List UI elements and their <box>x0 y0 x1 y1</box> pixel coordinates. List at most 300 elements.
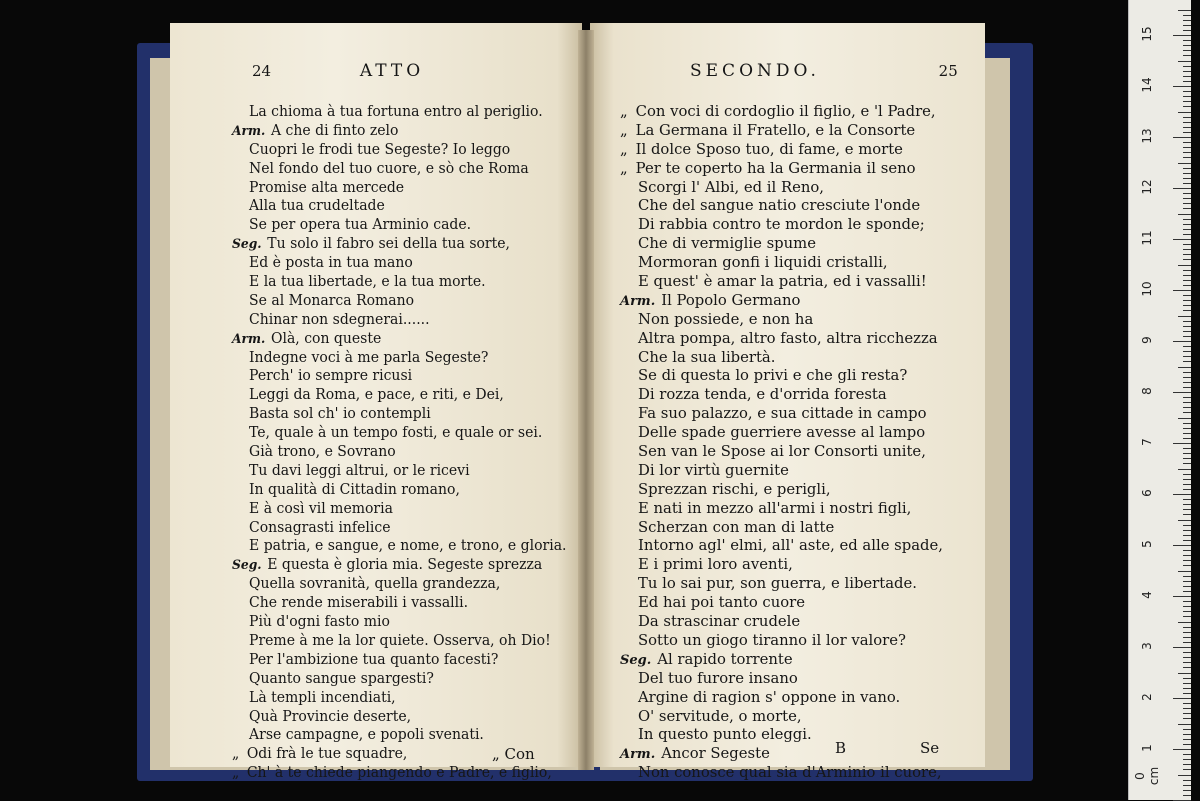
line-text: Se per opera tua Arminio cade. <box>249 216 472 234</box>
ruler-tick <box>1183 295 1191 296</box>
quote-mark: „ <box>232 745 240 763</box>
ruler-tick <box>1183 759 1191 760</box>
ruler-tick <box>1183 652 1191 653</box>
text-line <box>620 405 943 424</box>
quote-mark: „ <box>620 103 628 120</box>
line-text: E questa è gloria mia. Segeste sprezza <box>267 556 543 574</box>
ruler-label: 14 <box>1140 77 1154 93</box>
line-text: Più d'ogni fasto mio <box>249 613 390 631</box>
ruler-tick <box>1183 423 1191 424</box>
text-line <box>232 613 566 632</box>
ruler-tick <box>1178 673 1191 674</box>
ruler-tick <box>1183 157 1191 158</box>
running-head-right: SECONDO. <box>690 61 820 81</box>
ruler-label: 8 <box>1140 387 1154 395</box>
ruler-tick <box>1183 514 1191 515</box>
text-line <box>232 481 566 500</box>
line-text: Quanto sangue spargesti? <box>249 669 434 687</box>
ruler-tick <box>1173 137 1191 138</box>
ruler-tick <box>1178 418 1191 419</box>
line-text: Che rende miserabili i vassalli. <box>249 594 469 612</box>
text-line <box>620 500 943 519</box>
line-text: Già trono, e Sovrano <box>249 443 396 461</box>
ruler-tick <box>1173 86 1191 87</box>
ruler-tick <box>1183 407 1191 408</box>
text-line <box>232 122 566 141</box>
text-line <box>620 141 943 160</box>
ruler-tick <box>1183 489 1191 490</box>
ruler-tick <box>1183 152 1191 153</box>
ruler-label: 5 <box>1140 540 1154 548</box>
ruler-tick <box>1178 10 1191 11</box>
ruler-tick <box>1178 265 1191 266</box>
ruler-tick <box>1183 729 1191 730</box>
line-text: Basta sol ch' io contempli <box>249 405 431 423</box>
text-line <box>620 651 943 670</box>
line-text: Leggi da Roma, e pace, e riti, e Dei, <box>249 386 504 404</box>
line-text: Che di vermiglie spume <box>638 235 816 253</box>
ruler-tick <box>1183 382 1191 383</box>
text-line <box>620 311 943 330</box>
ruler-tick <box>1183 550 1191 551</box>
ruler-tick <box>1183 127 1191 128</box>
left-running-head-row <box>252 61 424 81</box>
line-text: Da strascinar crudele <box>638 613 801 631</box>
ruler-tick <box>1183 321 1191 322</box>
ruler-tick <box>1178 571 1191 572</box>
ruler-tick <box>1183 275 1191 276</box>
ruler-tick <box>1173 545 1191 546</box>
line-text: Argine di ragion s' oppone in vano. <box>638 688 901 706</box>
line-text: Cuopri le frodi tue Segeste? Io leggo <box>249 140 511 158</box>
ruler-tick <box>1183 117 1191 118</box>
text-line <box>620 330 943 349</box>
right-page <box>590 23 985 782</box>
line-text: E i primi loro aventi, <box>638 556 793 574</box>
ruler-tick <box>1173 239 1191 240</box>
text-line <box>620 367 943 386</box>
line-text: Mormoran gonfi i liquidi cristalli, <box>638 254 888 272</box>
line-text: E nati in mezzo all'armi i nostri figli, <box>638 499 912 517</box>
ruler-tick <box>1178 112 1191 113</box>
ruler-tick <box>1183 565 1191 566</box>
ruler-tick <box>1183 718 1191 719</box>
text-line <box>232 443 566 462</box>
line-text: Perch' io sempre ricusi <box>249 367 413 385</box>
ruler-label: 7 <box>1140 438 1154 446</box>
ruler-tick <box>1183 535 1191 536</box>
text-line <box>620 519 943 538</box>
text-line <box>232 556 566 575</box>
ruler-tick <box>1183 326 1191 327</box>
ruler-tick <box>1183 560 1191 561</box>
ruler-tick <box>1183 530 1191 531</box>
line-text: La chioma à tua fortuna entro al periglio. <box>249 103 543 120</box>
line-text: E à così vil memoria <box>249 499 393 517</box>
ruler-tick <box>1183 693 1191 694</box>
ruler-label: 4 <box>1140 591 1154 599</box>
book-gutter <box>578 30 594 770</box>
ruler-tick <box>1183 754 1191 755</box>
ruler-label: 6 <box>1140 489 1154 497</box>
ruler-tick <box>1183 178 1191 179</box>
text-line <box>232 216 566 235</box>
text-line <box>620 708 943 727</box>
text-line <box>232 179 566 198</box>
ruler-tick <box>1183 463 1191 464</box>
ruler-label: 1 <box>1140 744 1154 752</box>
line-text: Sen van le Spose ai lor Consorti unite, <box>638 443 926 461</box>
ruler-tick <box>1183 147 1191 148</box>
ruler-tick <box>1183 234 1191 235</box>
ruler-tick <box>1183 183 1191 184</box>
text-line <box>620 386 943 405</box>
ruler-tick <box>1173 290 1191 291</box>
line-text: Consagrasti infelice <box>249 518 391 536</box>
ruler-tick <box>1183 769 1191 770</box>
ruler-label: 11 <box>1140 230 1154 246</box>
ruler-tick <box>1183 785 1191 786</box>
text-line <box>232 235 566 254</box>
ruler-label: 2 <box>1140 693 1154 701</box>
ruler-tick <box>1183 484 1191 485</box>
ruler-tick <box>1183 122 1191 123</box>
text-line <box>620 575 943 594</box>
ruler-tick <box>1183 372 1191 373</box>
ruler-tick <box>1183 632 1191 633</box>
line-text: Nel fondo del tuo cuore, e sò che Roma <box>249 159 529 177</box>
ruler-tick <box>1183 606 1191 607</box>
measuring-ruler <box>1128 0 1191 800</box>
ruler-tick <box>1183 402 1191 403</box>
text-line <box>620 292 943 311</box>
ruler-tick <box>1183 254 1191 255</box>
catchword-left: „ Con <box>492 745 535 763</box>
ruler-tick <box>1183 581 1191 582</box>
text-line <box>232 537 566 556</box>
ruler-tick <box>1183 106 1191 107</box>
page-number-left: 24 <box>252 62 272 80</box>
text-line <box>620 745 943 764</box>
line-text: Sprezzan rischi, e perigli, <box>638 480 831 498</box>
text-line <box>232 764 566 783</box>
quote-mark: „ <box>620 121 628 139</box>
ruler-tick <box>1183 433 1191 434</box>
text-line <box>232 651 566 670</box>
page-number-right: 25 <box>938 62 958 80</box>
speaker-label: Arm. <box>620 293 656 309</box>
ruler-tick <box>1183 55 1191 56</box>
ruler-tick <box>1183 479 1191 480</box>
ruler-tick <box>1173 647 1191 648</box>
line-text: Fa suo palazzo, e sua cittade in campo <box>638 405 927 423</box>
line-text: Quella sovranità, quella grandezza, <box>249 575 501 593</box>
ruler-tick <box>1178 316 1191 317</box>
line-text: Per l'ambizione tua quanto facesti? <box>249 650 499 668</box>
ruler-tick <box>1178 61 1191 62</box>
ruler-tick <box>1183 387 1191 388</box>
ruler-tick <box>1183 280 1191 281</box>
ruler-tick <box>1183 229 1191 230</box>
ruler-tick <box>1183 15 1191 16</box>
ruler-tick <box>1183 76 1191 77</box>
line-text: Il Popolo Germano <box>661 291 801 309</box>
ruler-tick <box>1183 601 1191 602</box>
line-text: Tu lo sai pur, son guerra, e libertade. <box>638 575 917 593</box>
ruler-tick <box>1183 795 1191 796</box>
ruler-tick <box>1183 657 1191 658</box>
line-text: Ed è posta in tua mano <box>249 254 413 272</box>
text-line <box>620 424 943 443</box>
ruler-tick <box>1183 474 1191 475</box>
ruler-tick <box>1183 591 1191 592</box>
ruler-tick <box>1178 520 1191 521</box>
text-line <box>620 764 943 783</box>
ruler-unit-label: 0 cm <box>1133 766 1161 786</box>
ruler-tick <box>1183 616 1191 617</box>
ruler-tick <box>1183 713 1191 714</box>
line-text: Ancor Segeste <box>661 745 770 763</box>
ruler-tick <box>1183 331 1191 332</box>
ruler-tick <box>1183 683 1191 684</box>
line-text: Non conosce qual sia d'Arminio il cuore, <box>638 764 942 782</box>
ruler-tick <box>1183 20 1191 21</box>
line-text: Promise alta mercede <box>249 178 405 196</box>
text-line <box>620 443 943 462</box>
ruler-tick <box>1183 361 1191 362</box>
ruler-tick <box>1183 336 1191 337</box>
ruler-tick <box>1183 351 1191 352</box>
ruler-tick <box>1183 412 1191 413</box>
text-line <box>620 216 943 235</box>
text-line <box>232 670 566 689</box>
speaker-label: Seg. <box>620 652 652 668</box>
line-text: In questo punto eleggi. <box>638 726 812 744</box>
text-line <box>232 141 566 160</box>
ruler-tick <box>1183 132 1191 133</box>
ruler-tick <box>1183 50 1191 51</box>
line-text: Indegne voci à me parla Segeste? <box>249 348 489 366</box>
line-text: Non possiede, e non ha <box>638 310 814 328</box>
text-line <box>232 726 566 745</box>
text-line <box>232 197 566 216</box>
speaker-label: Arm. <box>232 123 266 139</box>
ruler-tick <box>1183 244 1191 245</box>
speaker-label: Seg. <box>232 237 262 253</box>
text-line <box>232 575 566 594</box>
ruler-tick <box>1183 637 1191 638</box>
ruler-tick <box>1183 576 1191 577</box>
text-line <box>232 273 566 292</box>
ruler-label: 13 <box>1140 128 1154 144</box>
ruler-label: 9 <box>1140 336 1154 344</box>
line-text: Te, quale à un tempo fosti, e quale or sei. <box>249 424 543 442</box>
line-text: Che la sua libertà. <box>638 348 776 366</box>
left-page <box>170 23 582 782</box>
ruler-tick <box>1178 469 1191 470</box>
ruler-tick <box>1183 40 1191 41</box>
text-line <box>232 254 566 273</box>
line-text: Scherzan con man di latte <box>638 518 835 536</box>
text-line <box>620 632 943 651</box>
line-text: Che del sangue natio cresciute l'onde <box>638 197 921 215</box>
ruler-tick <box>1183 173 1191 174</box>
text-line <box>232 424 566 443</box>
text-line <box>232 103 566 122</box>
text-line <box>620 273 943 292</box>
line-text: E patria, e sangue, e nome, e trono, e gloria. <box>249 537 567 555</box>
text-line <box>620 103 943 122</box>
right-running-head-row <box>690 61 958 81</box>
ruler-tick <box>1183 627 1191 628</box>
line-text: Il dolce Sposo tuo, di fame, e morte <box>635 140 903 158</box>
text-line <box>232 405 566 424</box>
text-line <box>620 556 943 575</box>
text-line <box>620 670 943 689</box>
ruler-tick <box>1178 775 1191 776</box>
line-text: Tu solo il fabro sei della tua sorte, <box>267 235 510 253</box>
text-line <box>620 613 943 632</box>
text-line <box>232 292 566 311</box>
ruler-tick <box>1183 91 1191 92</box>
line-text: Chinar non sdegnerai...... <box>249 310 430 328</box>
ruler-tick <box>1183 168 1191 169</box>
line-text: O' servitude, o morte, <box>638 707 802 725</box>
ruler-tick <box>1183 438 1191 439</box>
ruler-tick <box>1183 71 1191 72</box>
ruler-tick <box>1173 35 1191 36</box>
text-line <box>232 519 566 538</box>
text-line <box>232 708 566 727</box>
ruler-tick <box>1183 764 1191 765</box>
line-text: Di rabbia contro te mordon le sponde; <box>638 216 925 234</box>
line-text: Al rapido torrente <box>657 650 793 668</box>
ruler-tick <box>1183 525 1191 526</box>
ruler-tick <box>1183 642 1191 643</box>
ruler-tick <box>1178 163 1191 164</box>
line-text: Di lor virtù guernite <box>638 461 789 479</box>
ruler-label: 12 <box>1140 179 1154 195</box>
ruler-tick <box>1173 698 1191 699</box>
ruler-tick <box>1183 346 1191 347</box>
text-line <box>232 330 566 349</box>
ruler-tick <box>1183 81 1191 82</box>
text-line <box>620 349 943 368</box>
text-line <box>620 537 943 556</box>
ruler-tick <box>1183 790 1191 791</box>
ruler-tick <box>1173 188 1191 189</box>
ruler-label: 3 <box>1140 642 1154 650</box>
speaker-label: Arm. <box>620 747 656 763</box>
line-text: La Germana il Fratello, e la Consorte <box>635 121 916 139</box>
ruler-tick <box>1173 392 1191 393</box>
ruler-tick <box>1183 270 1191 271</box>
line-text: Per te coperto ha la Germania il seno <box>635 159 916 177</box>
ruler-tick <box>1183 66 1191 67</box>
ruler-tick <box>1183 45 1191 46</box>
ruler-tick <box>1183 249 1191 250</box>
line-text: Altra pompa, altro fasto, altra ricchezza <box>638 329 938 347</box>
text-line <box>620 235 943 254</box>
line-text: Ed hai poi tanto cuore <box>638 594 805 612</box>
text-line <box>620 481 943 500</box>
ruler-tick <box>1183 734 1191 735</box>
quote-mark: „ <box>620 140 628 158</box>
quote-mark: „ <box>620 159 628 177</box>
ruler-tick <box>1183 667 1191 668</box>
ruler-tick <box>1183 377 1191 378</box>
text-line <box>620 594 943 613</box>
ruler-tick <box>1173 443 1191 444</box>
line-text: Del tuo furore insano <box>638 669 798 687</box>
line-text: Ch' à te chiede piangendo e Padre, e figlio, <box>246 764 552 782</box>
text-line <box>620 689 943 708</box>
quote-mark: „ <box>232 764 240 782</box>
ruler-tick <box>1178 622 1191 623</box>
line-text: E quest' è amar la patria, ed i vassalli! <box>638 273 927 291</box>
ruler-tick <box>1183 142 1191 143</box>
line-text: Olà, con queste <box>270 329 382 347</box>
ruler-tick <box>1183 744 1191 745</box>
ruler-tick <box>1183 101 1191 102</box>
ruler-tick <box>1183 499 1191 500</box>
line-text: Di rozza tenda, e d'orrida foresta <box>638 386 887 404</box>
ruler-tick <box>1183 25 1191 26</box>
text-line <box>232 386 566 405</box>
speaker-label: Seg. <box>232 558 262 574</box>
right-text-block <box>620 103 943 783</box>
ruler-tick <box>1183 428 1191 429</box>
ruler-tick <box>1183 739 1191 740</box>
line-text: Se di questa lo privi e che gli resta? <box>638 367 908 385</box>
running-head-left: ATTO <box>359 61 425 81</box>
ruler-tick <box>1183 458 1191 459</box>
speaker-label: Arm. <box>232 331 266 347</box>
ruler-tick <box>1183 540 1191 541</box>
ruler-tick <box>1183 708 1191 709</box>
ruler-tick <box>1183 193 1191 194</box>
line-text: Preme à me la lor quiete. Osserva, oh Dio! <box>249 631 551 649</box>
ruler-tick <box>1183 219 1191 220</box>
line-text: Odi frà le tue squadre, <box>246 745 408 763</box>
line-text: E la tua libertade, e la tua morte. <box>249 273 486 291</box>
text-line <box>620 726 943 745</box>
text-line <box>232 632 566 651</box>
ruler-tick <box>1173 749 1191 750</box>
text-line <box>620 179 943 198</box>
ruler-tick <box>1183 688 1191 689</box>
ruler-tick <box>1178 214 1191 215</box>
ruler-tick <box>1183 285 1191 286</box>
text-line <box>620 462 943 481</box>
ruler-tick <box>1183 703 1191 704</box>
ruler-label: 15 <box>1140 26 1154 42</box>
ruler-tick <box>1173 596 1191 597</box>
ruler-tick <box>1183 300 1191 301</box>
text-line <box>620 160 943 179</box>
ruler-tick <box>1183 397 1191 398</box>
text-line <box>232 462 566 481</box>
line-text: Alla tua crudeltade <box>249 197 385 215</box>
ruler-tick <box>1183 198 1191 199</box>
text-line <box>620 197 943 216</box>
catchword-right: Se <box>920 739 940 757</box>
line-text: Se al Monarca Romano <box>249 291 415 309</box>
line-text: Arse campagne, e popoli svenati. <box>249 726 484 744</box>
text-line <box>232 160 566 179</box>
text-line <box>620 122 943 141</box>
ruler-tick <box>1178 724 1191 725</box>
